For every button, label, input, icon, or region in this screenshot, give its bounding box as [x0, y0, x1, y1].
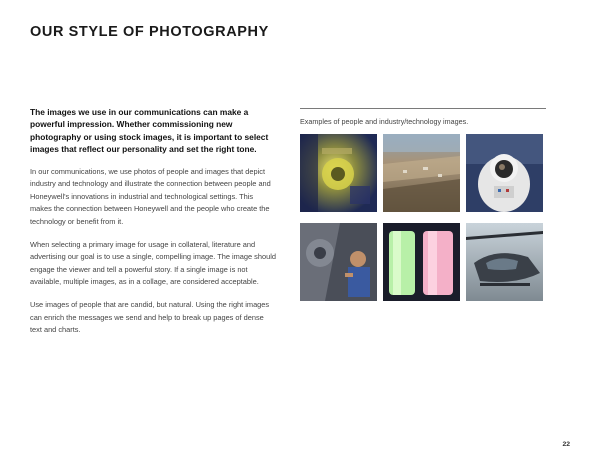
page-number: 22	[562, 441, 570, 448]
photo-helicopter	[466, 223, 543, 301]
body-paragraph-3: Use images of people that are candid, but natural. Using the right images can enrich the messages we send and help to break up pages of dense text and charts.	[30, 299, 270, 335]
body-paragraph-1: In our communications, we use photos of people and images that depict industry and technology and illustrate the connection between people and Honeywell's innovations in industrial and technological settings. This makes the connection between Honeywell and the people who create the technology or benefit from it.	[30, 166, 271, 226]
caption-rule	[300, 108, 546, 109]
photo-engineer-with-machinery	[300, 223, 377, 301]
photo-industrial-machine	[300, 134, 377, 212]
text-column	[30, 106, 276, 347]
photo-astronaut	[466, 134, 543, 212]
image-caption: Examples of people and industry/technology images.	[300, 117, 469, 126]
body-paragraph-2: When selecting a primary image for usage in collateral, literature and advertising our goal is to use a single, compelling image. The image should engage the viewer and tell a powerful story. If a single image is not available, multiple images, as in a collage, are considered acceptable.	[30, 239, 276, 287]
lead-paragraph: The images we use in our communications can make a powerful impression. Whether commissioning new photography or using stock images, it is important to select images that reflect our personality and set the right tone.	[30, 107, 269, 155]
photo-aerial-landscape	[383, 134, 460, 212]
photo-illuminated-cylinders	[383, 223, 460, 301]
page-title: OUR STYLE OF PHOTOGRAPHY	[30, 24, 269, 40]
